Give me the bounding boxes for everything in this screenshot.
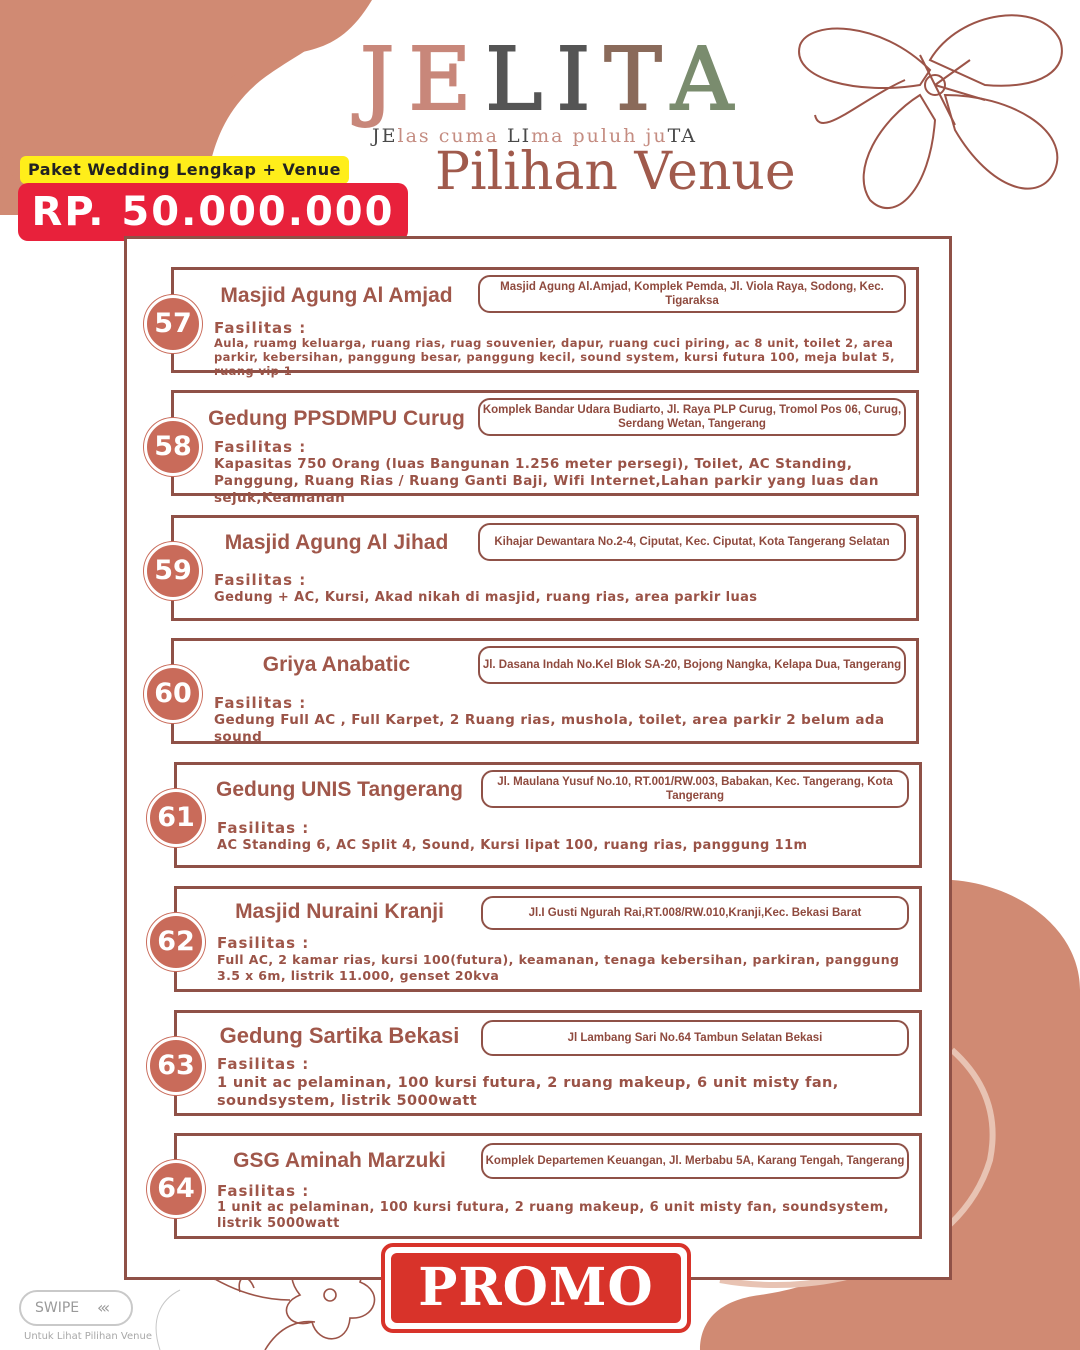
venue-name: Masjid Agung Al Jihad: [224, 531, 449, 554]
facilities-text: Gedung Full AC , Full Karpet, 2 Ruang rias, mushola, toilet, area parkir 2 belum ada sound: [214, 712, 885, 745]
venue-card: [171, 515, 919, 621]
brand-logo: [360, 30, 750, 130]
venue-address: Masjid Agung Al.Amjad, Komplek Pemda, Jl. Viola Raya, Sodong, Kec. Tigaraksa: [478, 275, 906, 313]
venue-card: [174, 1010, 922, 1116]
facilities-label: Fasilitas :: [217, 819, 310, 837]
tagline-part: TA: [667, 125, 697, 147]
venue-address: Jl. Dasana Indah No.Kel Blok SA-20, Bojong Nangka, Kelapa Dua, Tangerang: [478, 646, 906, 684]
logo-letter: A: [671, 30, 748, 130]
facilities-label: Fasilitas :: [217, 1182, 310, 1200]
venue-name: Masjid Nuraini Kranji: [235, 900, 444, 923]
facilities-label: Fasilitas :: [214, 438, 307, 456]
venue-number-badge: 64: [147, 1160, 205, 1218]
venue-card: [174, 762, 922, 868]
facilities-text: 1 unit ac pelaminan, 100 kursi futura, 2 ruang makeup, 6 unit misty fan, soundsystem, listrik 5000watt: [217, 1075, 839, 1109]
venue-number-badge: 63: [147, 1037, 205, 1095]
page-title: Pilihan Venue: [435, 142, 796, 202]
venue-address: Komplek Departemen Keuangan, Jl. Merbabu 5A, Karang Tengah, Tangerang: [481, 1143, 909, 1179]
venue-card: [171, 390, 919, 506]
venue-name: Gedung UNIS Tangerang: [216, 778, 463, 801]
swipe-caption: Untuk Lihat Pilihan Venue: [24, 1331, 152, 1342]
facilities-text: Gedung + AC, Kursi, Akad nikah di masjid, ruang rias, area parkir luas: [214, 590, 758, 605]
facilities-text: Full AC, 2 kamar rias, kursi 100(futura), keamanan, tenaga kebersihan, parkiran, panggung 3.5 x 6m, listrik 11.000, genset 20kva: [217, 952, 900, 983]
facilities-label: Fasilitas :: [214, 694, 307, 712]
venue-number-badge: 57: [144, 295, 202, 353]
facilities-text: Kapasitas 750 Orang (luas Bangunan 1.256 meter persegi), Toilet, AC Standing, Panggung, Ruang Rias / Ruang Ganti Baji, Wifi Internet,Lahan parkir yang luas dan sejuk,Keamanan: [214, 456, 879, 506]
tagline-part: JE: [372, 125, 398, 147]
venue-card: [171, 267, 919, 378]
logo-letter: J: [360, 30, 409, 130]
venue-name: GSG Aminah Marzuki: [233, 1149, 446, 1172]
chevrons-left-icon: ‹‹‹: [97, 1298, 108, 1317]
venue-number-badge: 62: [147, 913, 205, 971]
facilities-label: Fasilitas :: [217, 1055, 310, 1073]
venue-address: Komplek Bandar Udara Budiarto, Jl. Raya PLP Curug, Tromol Pos 06, Curug, Serdang Wetan, Tangerang: [478, 398, 906, 436]
venue-name: Gedung Sartika Bekasi: [219, 1023, 460, 1048]
logo-letter: L: [485, 30, 557, 130]
venue-address: Jl.I Gusti Ngurah Rai,RT.008/RW.010,Kranji,Kec. Bekasi Barat: [481, 896, 909, 930]
facilities-label: Fasilitas :: [214, 571, 307, 589]
facilities-label: Fasilitas :: [214, 319, 307, 337]
venue-card: [174, 1133, 922, 1239]
venue-address: Jl Lambang Sari No.64 Tambun Selatan Bekasi: [481, 1020, 909, 1056]
venue-address: Kihajar Dewantara No.2-4, Ciputat, Kec. Ciputat, Kota Tangerang Selatan: [478, 523, 906, 561]
logo-letter: E: [408, 30, 486, 130]
venue-name: Gedung PPSDMPU Curug: [208, 407, 465, 430]
facilities-text: 1 unit ac pelaminan, 100 kursi futura, 2 ruang makeup, 6 unit misty fan, soundsystem, listrik 5000watt: [217, 1200, 889, 1231]
venue-address: Jl. Maulana Yusuf No.10, RT.001/RW.003, Babakan, Kec. Tangerang, Kota Tangerang: [481, 770, 909, 808]
swipe-button[interactable]: [19, 1290, 133, 1326]
logo-letter: I: [556, 30, 605, 130]
package-label: Paket Wedding Lengkap + Venue: [20, 156, 349, 184]
package-price: RP. 50.000.000: [18, 183, 408, 241]
venue-number-badge: 61: [147, 789, 205, 847]
facilities-text: Aula, ruamg keluarga, ruang rias, ruag souvenier, dapur, ruang cuci piring, ac 8 unit, toilet 2, area parkir, kebersihan, panggung besar, panggung kecil, sound system, kursi futura 100, meja bulat 5, ruang vip 1: [214, 336, 895, 378]
logo-letter: T: [604, 30, 672, 130]
tagline-part: ma puluh ju: [531, 125, 668, 147]
venue-number-badge: 58: [144, 418, 202, 476]
flower-icon: [799, 15, 1062, 208]
facilities-label: Fasilitas :: [217, 934, 310, 952]
venue-number-badge: 59: [144, 542, 202, 600]
venue-card: [174, 886, 922, 992]
venue-card: [171, 638, 919, 744]
venue-name: Griya Anabatic: [262, 653, 411, 676]
tagline-part: LI: [506, 125, 532, 147]
facilities-text: AC Standing 6, AC Split 4, Sound, Kursi lipat 100, ruang rias, panggung 11m: [217, 838, 808, 853]
swipe-label: SWIPE: [35, 1300, 80, 1316]
promo-label: PROMO: [391, 1253, 681, 1323]
bottom-left-arc: [156, 1290, 180, 1350]
tagline-part: las cuma: [397, 125, 507, 147]
venue-name: Masjid Agung Al Amjad: [220, 284, 453, 307]
venue-number-badge: 60: [144, 665, 202, 723]
promo-stamp: [381, 1243, 691, 1333]
